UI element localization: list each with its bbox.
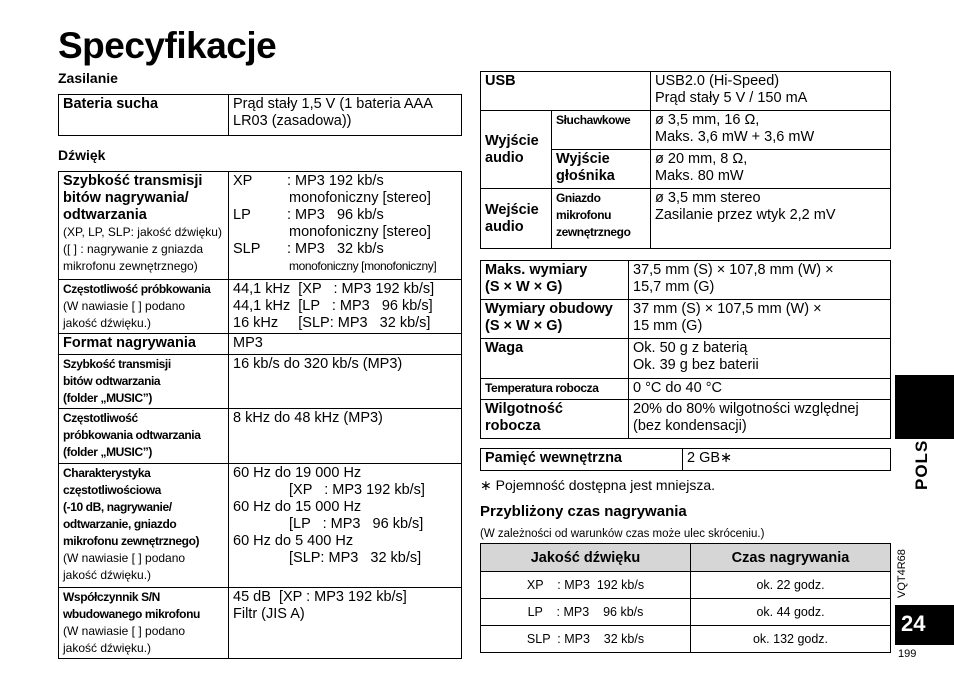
column-header-time: Czas nagrywania	[691, 544, 891, 572]
section-heading-sound: Dźwięk	[58, 147, 106, 163]
time-cell: ok. 44 godz.	[691, 599, 891, 626]
speaker-label: Wyjście głośnika	[552, 150, 651, 189]
table-row	[59, 464, 462, 588]
humidity-label: Wilgotność robocza	[481, 400, 629, 439]
table-row	[481, 379, 891, 400]
recording-heading: Przybliżony czas nagrywania	[480, 503, 687, 520]
sound-table	[58, 171, 462, 659]
power-table	[58, 94, 462, 136]
mic-jack-value: ø 3,5 mm stereo Zasilanie przez wtyk 2,2 mV	[651, 189, 891, 249]
recording-table	[480, 543, 891, 653]
usb-value: USB2.0 (Hi-Speed) Prąd stały 5 V / 150 mA	[651, 72, 891, 111]
frequency-label: Charakterystyka częstotliwościowa (-10 dB, nagrywanie/ odtwarzanie, gniazdo mikrofonu zewnętrznego) (W nawiasie [ ] podano jakość dźwięku.)	[59, 464, 229, 588]
battery-label: Bateria sucha	[59, 95, 229, 136]
footer-number: 199	[898, 648, 917, 660]
time-cell: ok. 22 godz.	[691, 572, 891, 599]
format-value: MP3	[229, 334, 462, 355]
table-row	[59, 409, 462, 464]
mic-jack-label: Gniazdo mikrofonu zewnętrznego	[552, 189, 651, 249]
io-table	[480, 71, 891, 249]
table-row	[59, 588, 462, 659]
headphones-label: Słuchawkowe	[552, 111, 651, 150]
quality-cell: XP : MP3 192 kb/s	[481, 572, 691, 599]
column-header-quality: Jakość dźwięku	[481, 544, 691, 572]
weight-value: Ok. 50 g z baterią Ok. 39 g bez baterii	[629, 339, 891, 379]
table-row	[59, 280, 462, 334]
language-tab-label: POLSKI	[912, 420, 931, 490]
table-row	[481, 599, 891, 626]
quality-cell: SLP : MP3 32 kb/s	[481, 626, 691, 653]
humidity-value: 20% do 80% wilgotności względnej (bez kondensacji)	[629, 400, 891, 439]
recording-note: (W zależności od warunków czas może ulec skróceniu.)	[480, 528, 765, 540]
headphones-value: ø 3,5 mm, 16 Ω, Maks. 3,6 mW + 3,6 mW	[651, 111, 891, 150]
memory-table	[480, 448, 891, 471]
memory-label: Pamięć wewnętrzna	[481, 449, 683, 471]
max-dimensions-value: 37,5 mm (S) × 107,8 mm (W) × 15,7 mm (G)	[629, 261, 891, 300]
music-sampling-value: 8 kHz do 48 kHz (MP3)	[229, 409, 462, 464]
page-title: Specyfikacje	[58, 25, 277, 66]
table-row	[59, 334, 462, 355]
table-row	[481, 300, 891, 339]
table-row	[59, 355, 462, 409]
physical-table	[480, 260, 891, 439]
audio-in-label: Wejście audio	[481, 189, 552, 249]
battery-value: Prąd stały 1,5 V (1 bateria AAA LR03 (zasadowa))	[229, 95, 462, 136]
time-cell: ok. 132 godz.	[691, 626, 891, 653]
temperature-value: 0 °C do 40 °C	[629, 379, 891, 400]
table-row	[481, 339, 891, 379]
usb-label: USB	[481, 72, 651, 111]
weight-label: Waga	[481, 339, 629, 379]
memory-value: 2 GB∗	[683, 449, 891, 471]
table-row	[481, 72, 891, 111]
table-row	[481, 111, 891, 150]
table-row	[481, 626, 891, 653]
music-bitrate-label: Szybkość transmisji bitów odtwarzania (folder „MUSIC”)	[59, 355, 229, 409]
document-code: VQT4R68	[896, 549, 908, 598]
table-row	[481, 189, 891, 249]
max-dimensions-label: Maks. wymiary (S × W × G)	[481, 261, 629, 300]
format-label: Format nagrywania	[59, 334, 229, 355]
footnote: ∗ Pojemność dostępna jest mniejsza.	[480, 477, 716, 493]
bitrate-label: Szybkość transmisji bitów nagrywania/ odtwarzania (XP, LP, SLP: jakość dźwięku) ([ ] : nagrywanie z gniazda mikrofonu zewnętrznego)	[59, 172, 229, 280]
page-number: 24	[895, 605, 954, 645]
body-dimensions-value: 37 mm (S) × 107,5 mm (W) × 15 mm (G)	[629, 300, 891, 339]
audio-out-label: Wyjście audio	[481, 111, 552, 189]
bitrate-value: XP : MP3 192 kb/s monofoniczny [stereo] LP : MP3 96 kb/s monofoniczny [stereo] SLP : MP3 32 kb/s monofoniczny [monofoniczny]	[229, 172, 462, 280]
table-row	[481, 400, 891, 439]
music-bitrate-value: 16 kb/s do 320 kb/s (MP3)	[229, 355, 462, 409]
section-heading-power: Zasilanie	[58, 70, 118, 86]
table-row	[59, 172, 462, 280]
snr-value: 45 dB [XP : MP3 192 kb/s] Filtr (JIS A)	[229, 588, 462, 659]
sampling-value: 44,1 kHz [XP : MP3 192 kb/s] 44,1 kHz [LP : MP3 96 kb/s] 16 kHz [SLP: MP3 32 kb/s]	[229, 280, 462, 334]
table-row	[481, 261, 891, 300]
temperature-label: Temperatura robocza	[481, 379, 629, 400]
snr-label: Współczynnik S/N wbudowanego mikrofonu (W nawiasie [ ] podano jakość dźwięku.)	[59, 588, 229, 659]
quality-cell: LP : MP3 96 kb/s	[481, 599, 691, 626]
speaker-value: ø 20 mm, 8 Ω, Maks. 80 mW	[651, 150, 891, 189]
sampling-label: Częstotliwość próbkowania (W nawiasie [ ] podano jakość dźwięku.)	[59, 280, 229, 334]
frequency-value: 60 Hz do 19 000 Hz [XP : MP3 192 kb/s] 60 Hz do 15 000 Hz [LP : MP3 96 kb/s] 60 Hz do 5 400 Hz [SLP: MP3 32 kb/s]	[229, 464, 462, 588]
table-row	[481, 572, 891, 599]
music-sampling-label: Częstotliwość próbkowania odtwarzania (folder „MUSIC”)	[59, 409, 229, 464]
body-dimensions-label: Wymiary obudowy (S × W × G)	[481, 300, 629, 339]
